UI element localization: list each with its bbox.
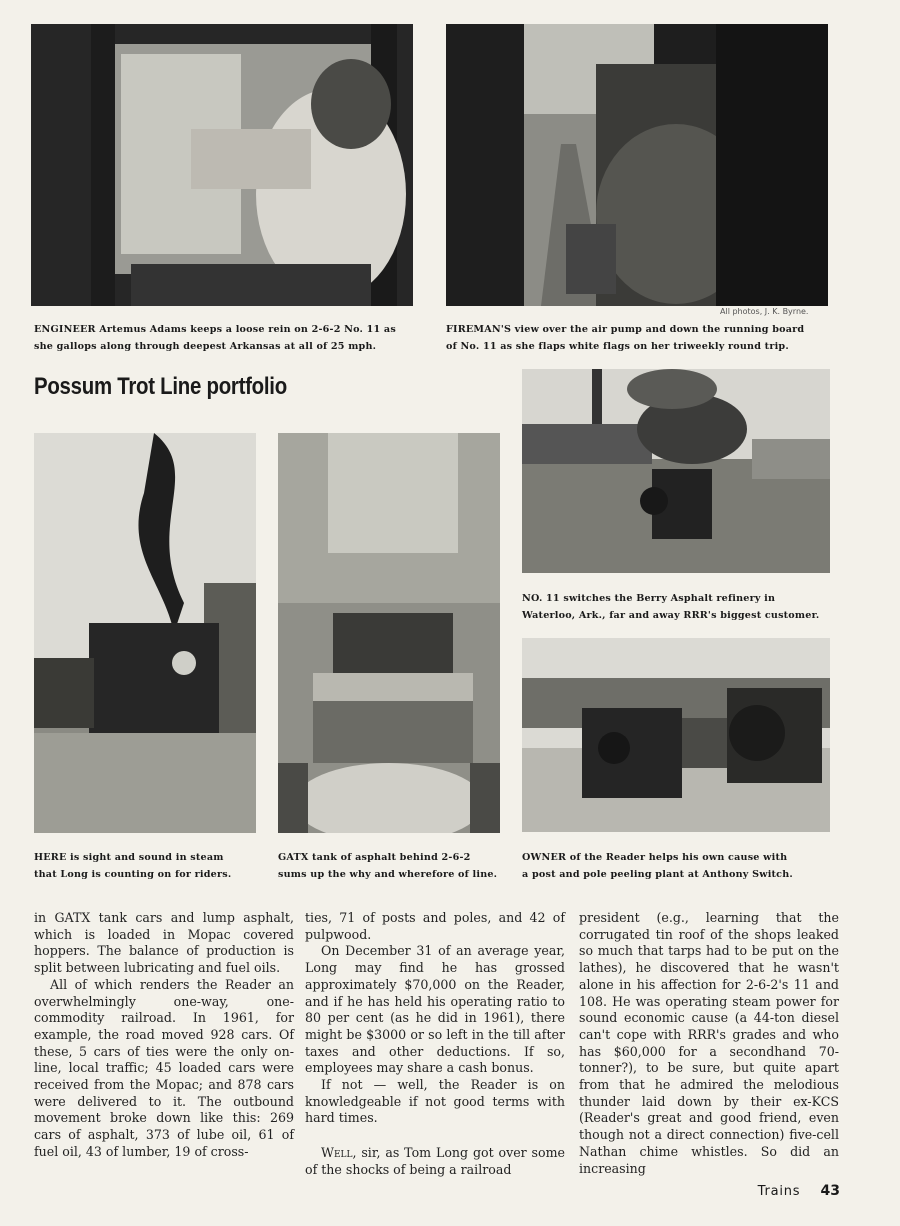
caption-text: a post and pole peeling plant at Anthony Switch. xyxy=(522,869,793,880)
caption-text: Artemus Adams keeps a loose rein on 2-6-2 No. 11 as xyxy=(99,324,396,335)
caption-lead: HERE xyxy=(34,852,67,863)
photo-credit: All photos, J. K. Byrne. xyxy=(720,307,809,316)
paragraph: All of which renders the Reader an overwhelmingly one-way, one-commodity railroad. In 1961, for example, the road moved 928 cars. Of these, 5 cars of ties were the only on-line, local traffic; 45 loaded cars were received from the Mopac; and 878 cars were delivered to it. The outbound movement broke down like this: 269 cars of asphalt, 373 of lube oil, 61 of fuel oil, 43 of lumber, 19 of cross- xyxy=(34,976,294,1159)
caption-gatx xyxy=(278,849,518,883)
paragraph xyxy=(305,1145,565,1178)
page-title: Possum Trot Line portfolio xyxy=(34,373,287,400)
caption-text: she gallops along through deepest Arkansas at all of 25 mph. xyxy=(34,341,377,352)
paragraph: in GATX tank cars and lump asphalt, which is loaded in Mopac covered hoppers. The balance of production is split between lubricating and fuel oils. xyxy=(34,910,294,976)
paragraph: If not — well, the Reader is on knowledgeable if not good terms with hard times. xyxy=(305,1077,565,1126)
caption-lead: FIREMAN'S xyxy=(446,324,512,335)
paragraph-text: sir, as Tom Long got over some of the shocks of being a railroad xyxy=(305,1145,565,1177)
engineer-photo xyxy=(31,24,413,306)
caption-fireman xyxy=(446,321,838,355)
caption-text: sums up the why and wherefore of line. xyxy=(278,869,498,880)
body-column-2 xyxy=(305,910,565,1179)
locomotive-smoke-photo xyxy=(34,433,256,833)
paragraph: ties, 71 of posts and poles, and 42 of pulpwood. xyxy=(305,910,565,942)
caption-owner xyxy=(522,849,862,883)
caption-text: is sight and sound in steam xyxy=(70,852,224,863)
page-number: 43 xyxy=(820,1183,840,1199)
tank-car-photo xyxy=(278,433,500,833)
fireman-photo xyxy=(446,24,828,306)
caption-text: tank of asphalt behind 2-6-2 xyxy=(312,852,471,863)
paragraph: On December 31 of an average year, Long may find he has grossed approximately $70,000 on the Reader, and if he has held his operating ratio to 80 per cent (as he did in 1961), there might be $3000 or so left in the till after taxes and other deductions. If so, employees may share a cash bonus. xyxy=(305,943,565,1076)
two-locomotives-photo xyxy=(522,638,830,832)
refinery-photo xyxy=(522,369,830,573)
caption-text: switches the Berry Asphalt refinery in xyxy=(563,593,776,604)
caption-text: Waterloo, Ark., far and away RRR's biggest customer. xyxy=(522,610,820,621)
caption-refinery xyxy=(522,590,842,624)
paragraph: president (e.g., learning that the corrugated tin roof of the shops leaked so much that tarps had to be put on the lathes), he discovered that he wasn't alone in his affection for 2-6-2's 11 and 108. He was operating steam power for sound economic cause (a 44-ton diesel can't cope with RRR's grades and who has $60,000 for a secondhand 70-tonner?), to be sure, but quite apart from that he admired the melodious thunder laid down by their ex-KCS (Reader's great and good friend, even though not a direct connection) five-cell Nathan chime whistles. So did an increasing xyxy=(579,910,839,1176)
paragraph-lead: Well, xyxy=(321,1145,357,1161)
caption-lead: NO. 11 xyxy=(522,593,560,604)
page-footer xyxy=(758,1183,840,1199)
caption-text: of the Reader helps his own cause with xyxy=(569,852,788,863)
caption-lead: OWNER xyxy=(522,852,567,863)
caption-engineer xyxy=(34,321,418,355)
body-column-3 xyxy=(579,910,839,1177)
magazine-name: Trains xyxy=(757,1184,801,1199)
caption-text: that Long is counting on for riders. xyxy=(34,869,232,880)
caption-here xyxy=(34,849,274,883)
body-column-1 xyxy=(34,910,294,1161)
caption-text: of No. 11 as she flaps white flags on her triweekly round trip. xyxy=(446,341,789,352)
caption-lead: GATX xyxy=(278,852,309,863)
caption-text: view over the air pump and down the running board xyxy=(514,324,805,335)
caption-lead: ENGINEER xyxy=(34,324,96,335)
